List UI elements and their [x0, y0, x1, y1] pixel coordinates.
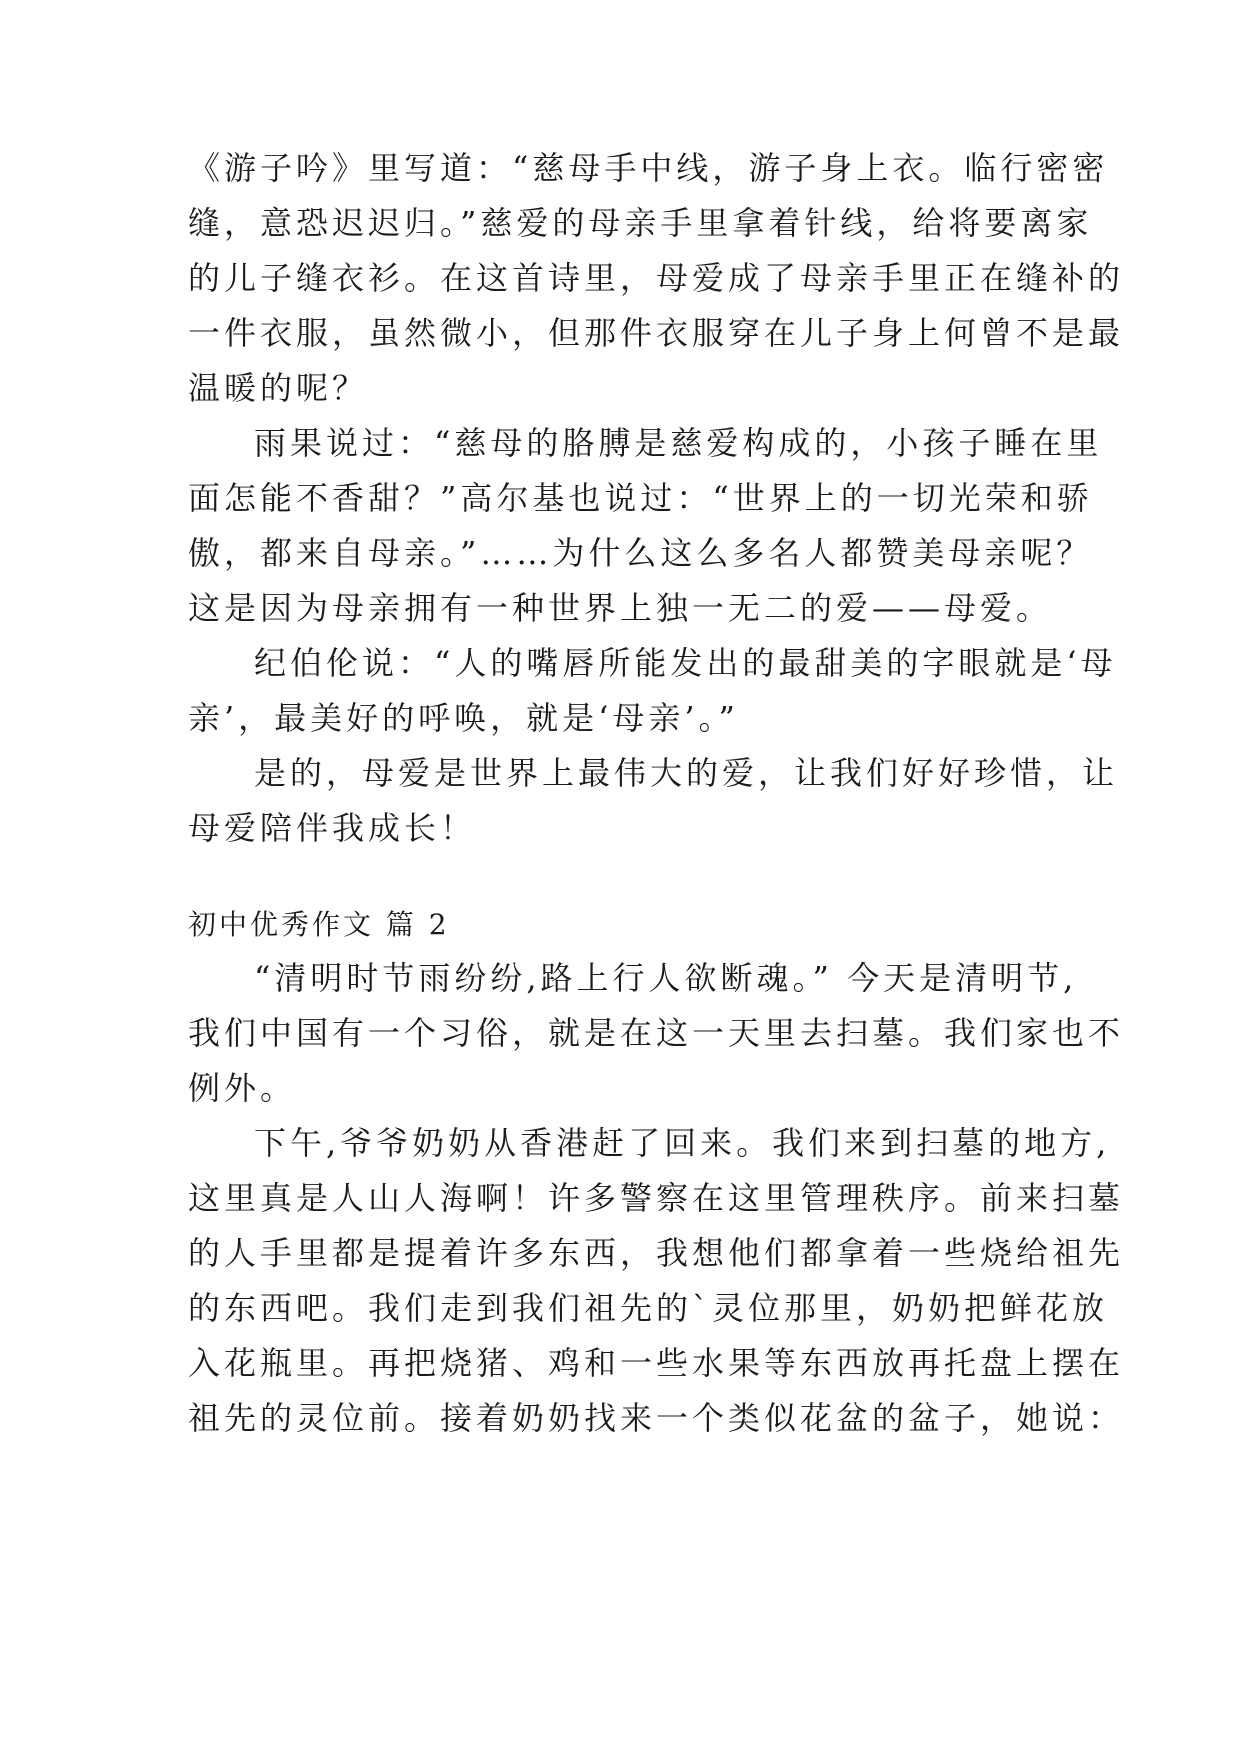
paragraph-line: 是的，母爱是世界上最伟大的爱，让我们好好珍惜，让 — [254, 754, 1119, 792]
paragraph-line: 的儿子缝衣衫。在这首诗里，母爱成了母亲手里正在缝补的 — [188, 259, 1125, 297]
paragraph-line: 亲’，最美好的呼唤，就是‘母亲’。” — [188, 699, 739, 737]
paragraph-line: 母爱陪伴我成长！ — [188, 809, 477, 847]
paragraph-line: 傲，都来自母亲。”……为什么这么多名人都赞美母亲呢？ — [188, 534, 1093, 572]
paragraph-line: 一件衣服，虽然微小，但那件衣服穿在儿子身上何曾不是最 — [188, 314, 1125, 352]
paragraph-line: 祖先的灵位前。接着奶奶找来一个类似花盆的盆子，她说： — [188, 1399, 1125, 1437]
paragraph-line: 纪伯伦说：“人的嘴唇所能发出的最甜美的字眼就是‘母 — [254, 644, 1117, 682]
paragraph-line: 雨果说过：“慈母的胳膊是慈爱构成的，小孩子睡在里 — [254, 424, 1103, 462]
paragraph-line: 缝，意恐迟迟归。”慈爱的母亲手里拿着针线，给将要离家 — [188, 204, 1093, 242]
paragraph-line: 入花瓶里。再把烧猪、鸡和一些水果等东西放再托盘上摆在 — [188, 1344, 1125, 1382]
section-heading: 初中优秀作文 篇 2 — [188, 908, 450, 941]
paragraph-line: 的人手里都是提着许多东西，我想他们都拿着一些烧给祖先 — [188, 1234, 1125, 1272]
paragraph-line: 的东西吧。我们走到我们祖先的`灵位那里，奶奶把鲜花放 — [188, 1289, 1109, 1327]
paragraph-line: 《游子吟》里写道：“慈母手中线，游子身上衣。临行密密 — [188, 149, 1109, 187]
paragraph-line: “清明时节雨纷纷,路上行人欲断魂。” 今天是清明节, — [254, 959, 1078, 997]
paragraph-line: 这是因为母亲拥有一种世界上独一无二的爱——母爱。 — [188, 589, 1053, 627]
paragraph-line: 我们中国有一个习俗，就是在这一天里去扫墓。我们家也不 — [188, 1014, 1125, 1052]
paragraph-line: 下午,爷爷奶奶从香港赶了回来。我们来到扫墓的地方, — [254, 1124, 1111, 1162]
paragraph-line: 面怎能不香甜？”高尔基也说过：“世界上的一切光荣和骄 — [188, 479, 1093, 517]
paragraph-line: 温暖的呢？ — [188, 369, 369, 407]
paragraph-line: 例外。 — [188, 1069, 297, 1107]
paragraph-line: 这里真是人山人海啊！许多警察在这里管理秩序。前来扫墓 — [188, 1179, 1125, 1217]
